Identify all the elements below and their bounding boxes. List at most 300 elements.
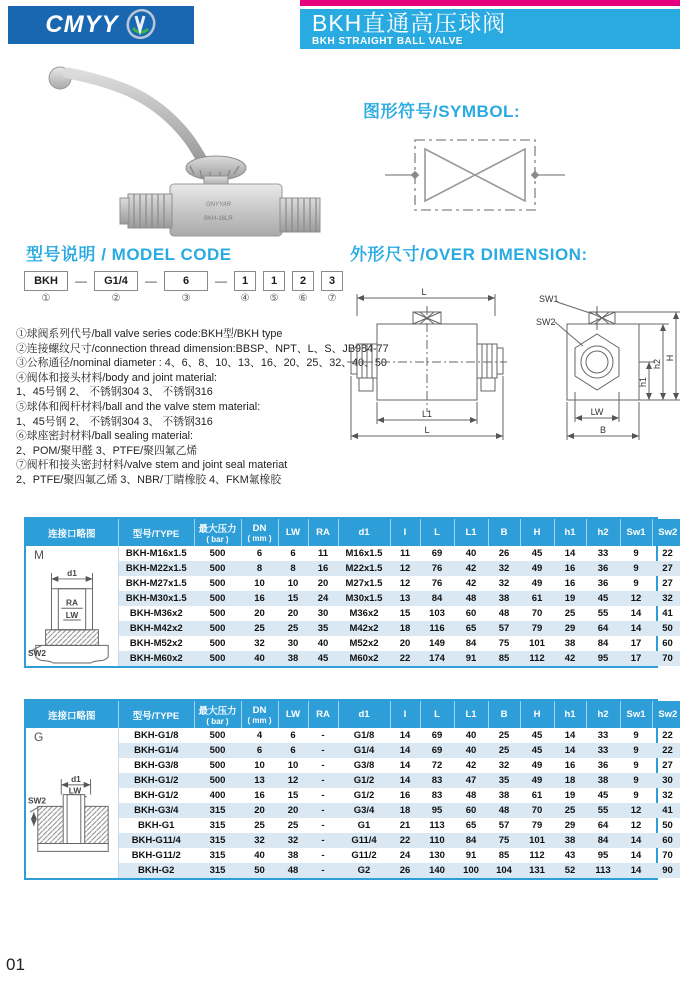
table-cell: 9 [633,730,639,741]
model-code-marker: ⑤ [269,293,279,304]
table-cell: 84 [454,833,488,848]
column-header: L [420,701,454,728]
table-cell: G1/2 [338,773,390,788]
port-g-label-d1: d1 [71,773,81,784]
table-cell: 91 [454,651,488,666]
table-row [26,833,680,848]
column-header: B [488,701,520,728]
table-cell: 12 [390,561,420,576]
table-cell: 21 [399,820,411,831]
table-cell: 18 [554,773,586,788]
model-code-marker: ⑥ [298,293,308,304]
table-cell: 30 [287,638,299,649]
table-cell: 33 [597,548,609,559]
table-cell: 35 [308,621,338,636]
column-header: L1 [454,519,488,546]
page-title: BKH直通高压球阀 [312,10,507,36]
table-cell: G3/4 [338,803,390,818]
table-cell: 11 [399,548,411,559]
table-cell: 16 [254,790,265,801]
table-cell: 48 [488,803,520,818]
table-cell: 65 [465,820,477,831]
table-cell: 22 [390,651,420,666]
table-cell: 500 [209,638,226,649]
column-header: H [520,701,554,728]
model-code-dash: — [145,274,157,288]
dimension-section-heading: 外形尺寸/OVER DIMENSION: [350,245,588,264]
table-cell: 40 [454,743,488,758]
table-cell: 85 [488,651,520,666]
table-cell: 47 [454,773,488,788]
table-cell: 104 [488,863,520,878]
table-row [26,728,680,743]
table-cell: 103 [429,608,445,619]
brand-logo [8,6,194,44]
model-code-item [94,271,138,304]
table-cell: 14 [554,743,586,758]
title-bar [300,9,680,49]
port-g-label-LW: LW [68,785,82,796]
table-cell: 55 [597,608,609,619]
table-cell: 16 [564,578,576,589]
table-cell: 20 [254,608,265,619]
table-cell: 16 [399,790,411,801]
table-cell: 20 [399,638,411,649]
table-cell: 22 [652,743,680,758]
table-cell: 9 [633,548,639,559]
table-cell: 49 [531,760,543,771]
table-cell: BKH-M22x1.5 [118,561,194,576]
table-cell: 12 [278,773,308,788]
table-cell: 14 [399,760,411,771]
table-cell: 45 [586,591,620,606]
table-cell: 38 [287,850,299,861]
note-line: ⑥球座密封材料/ball sealing material: [16,430,193,443]
table-cell: 42 [554,651,586,666]
table-cell: 49 [520,561,554,576]
spec-table-g-wrap [24,699,678,880]
table-cell: 14 [390,743,420,758]
model-code-item [292,271,314,304]
page-number: 01 [6,955,25,974]
column-header: RA [308,519,338,546]
table-cell: 4 [256,730,263,741]
table-cell: 6 [278,743,308,758]
table-cell: 25 [488,743,520,758]
table-row [26,788,680,803]
table-cell: G11/2 [351,850,377,861]
table-cell: 32 [241,833,278,848]
model-code-box: 1 [263,271,285,291]
table-cell: 29 [554,621,586,636]
table-cell: 18 [390,621,420,636]
table-row [26,546,680,561]
table-cell: 49 [520,773,554,788]
table-cell: 36 [597,760,609,771]
table-cell: 91 [465,850,477,861]
table-cell: 32 [498,578,510,589]
dim-label-SW1: SW1 [539,294,559,304]
port-m-label-LW: LW [65,610,79,621]
table-cell: 38 [498,790,510,801]
model-code-dash: — [75,274,87,288]
table-cell: BKH-M30x1.5 [118,591,194,606]
table-cell: 14 [620,621,652,636]
table-cell: 15 [399,608,411,619]
table-cell: 174 [420,651,454,666]
table-cell: 61 [531,790,543,801]
column-header: LW [278,701,308,728]
table-cell: - [321,790,325,801]
table-cell: 12 [399,578,411,589]
table-cell: 75 [488,833,520,848]
note-line: ⑦阀杆和接头密封材料/valve stem and joint seal materiat [16,459,288,472]
table-cell: 14 [399,730,411,741]
table-cell: 76 [420,561,454,576]
column-header: d1 [338,519,390,546]
dim-label-L-bottom: L [424,425,430,435]
column-header: Sw1 [620,701,652,728]
table-cell: 60 [652,833,680,848]
table-cell: 13 [241,773,278,788]
model-code-item [164,271,208,304]
table-cell: 112 [529,850,545,861]
table-cell: 16 [308,561,338,576]
table-cell: 14 [620,863,652,878]
note-line: ①球阀系列代号/ball valve series code:BKH型/BKH type [16,328,283,340]
table-cell: 22 [390,833,420,848]
table-cell: 315 [194,863,241,878]
table-cell: 52 [554,863,586,878]
table-cell: 25 [254,820,265,831]
column-header: B [488,519,520,546]
table-cell: 6 [290,730,296,741]
header-row [26,519,680,546]
note-line: 1、45号钢 2、 不锈钢304 3、 不锈钢316 [16,386,213,399]
table-cell: 60 [465,608,477,619]
table-cell: 9 [633,578,639,589]
table-cell: 24 [399,850,411,861]
table-cell: 90 [652,863,680,878]
table-cell: 41 [662,608,673,619]
table-cell: 26 [498,548,510,559]
table-cell: M42x2 [338,621,390,636]
page-title-block [300,0,680,49]
table-cell: 42 [454,561,488,576]
table-cell: 500 [194,621,241,636]
table-cell: 95 [586,651,620,666]
table-cell: 26 [390,863,420,878]
table-cell: 8 [278,561,308,576]
table-cell: 38 [554,833,586,848]
spec-table-g [26,701,680,878]
table-cell: BKH-M36x2 [129,608,183,619]
table-cell: 84 [586,833,620,848]
table-cell: 40 [254,850,265,861]
table-cell: 72 [431,760,443,771]
note-line: ⑤球体和阀杆材料/ball and the valve stem material: [16,400,261,413]
table-cell: 113 [429,820,445,831]
table-cell: 36 [586,561,620,576]
table-cell: BKH-M52x2 [129,638,183,649]
table-cell: 40 [317,638,329,649]
model-code-marker: ① [41,293,51,304]
table-cell: 130 [429,850,445,861]
table-cell: 35 [488,773,520,788]
symbol-section-heading: 图形符号/SYMBOL: [363,102,521,121]
table-cell: 100 [454,863,488,878]
table-cell: 6 [290,548,296,559]
column-header: I [390,519,420,546]
model-code-marker: ⑦ [327,293,337,304]
column-header: h2 [586,701,620,728]
table-cell: - [321,850,325,861]
table-cell: 79 [520,621,554,636]
table-cell: 14 [390,773,420,788]
port-m-label-SW2: SW2 [28,648,46,659]
table-cell: 69 [431,548,443,559]
table-cell: 12 [620,803,652,818]
table-cell: 84 [597,638,609,649]
table-cell: 13 [390,591,420,606]
table-cell: 48 [498,608,510,619]
table-cell: 42 [465,578,477,589]
table-cell: 45 [308,651,338,666]
table-row [26,651,680,666]
table-cell: 27 [652,561,680,576]
table-cell: 500 [194,651,241,666]
table-row [26,818,680,833]
model-code-marker: ③ [181,293,191,304]
column-header: 最大压力 ( bar ) [194,519,241,546]
table-row [26,606,680,621]
port-m-label-RA: RA [66,597,78,608]
table-cell: - [321,730,325,741]
table-cell: 25 [554,803,586,818]
table-cell: G11/4 [338,833,390,848]
dim-label-LW: LW [590,407,604,417]
table-cell: 45 [531,548,543,559]
column-header: 型号/TYPE [118,701,194,728]
table-cell: 64 [597,820,609,831]
table-cell: 10 [254,760,265,771]
table-cell: 85 [498,850,510,861]
table-cell: 38 [564,638,576,649]
table-cell: 69 [420,743,454,758]
table-cell: 61 [520,591,554,606]
table-cell: 70 [520,803,554,818]
table-cell: 45 [597,790,609,801]
table-cell: 14 [564,730,576,741]
table-cell: 38 [278,651,308,666]
table-cell: 30 [652,773,680,788]
port-g-label-SW2: SW2 [28,795,46,806]
table-cell: 43 [564,850,576,861]
table-row [26,576,680,591]
table-cell: 32 [662,790,673,801]
table-cell: 17 [620,651,652,666]
note-line: 2、POM/聚甲醛 3、PTFE/聚四氟乙烯 [16,444,198,457]
column-header: h2 [586,519,620,546]
table-row [26,848,680,863]
table-cell: 113 [586,863,620,878]
dimension-drawing [343,282,680,462]
table-cell: - [308,833,338,848]
model-code-box: 1 [234,271,256,291]
note-line: ②连接螺纹尺寸/connection thread dimension:BBSP、NPT、L、S、JB984-77 [16,342,389,355]
table-cell: 400 [209,790,226,801]
port-diagram-m [28,564,116,676]
port-sketch-cell [26,546,118,666]
table-cell: 20 [317,578,329,589]
table-cell: 45 [520,743,554,758]
model-code-item [263,271,285,304]
table-cell: 25 [287,820,299,831]
dim-label-h2: h2 [652,358,662,370]
table-cell: 33 [597,730,609,741]
table-cell: 25 [278,621,308,636]
column-header: DN ( mm ) [241,701,278,728]
table-cell: BKH-G3/8 [134,760,179,771]
table-cell: 60 [454,803,488,818]
table-cell: 25 [241,621,278,636]
model-code-row [24,271,350,304]
model-code-box: BKH [24,271,68,291]
table-cell: 40 [241,651,278,666]
model-code-box: 3 [321,271,343,291]
column-header: 连接口略图 [26,519,118,546]
table-cell: 116 [420,621,454,636]
table-cell: 49 [531,578,543,589]
table-cell: 83 [431,790,443,801]
table-cell: 40 [465,730,477,741]
table-cell: G1/2 [353,790,375,801]
table-cell: 48 [454,591,488,606]
dim-label-B: B [599,425,607,435]
table-cell: 45 [531,730,543,741]
table-cell: 10 [287,760,299,771]
table-cell: 500 [209,578,226,589]
table-cell: 55 [586,803,620,818]
table-cell: 57 [498,820,510,831]
column-header: H [520,519,554,546]
table-cell: 315 [194,803,241,818]
valve-photo [28,58,328,238]
table-cell: G3/8 [353,760,375,771]
table-cell: 36 [597,578,609,589]
table-cell: 22 [662,730,673,741]
table-cell: 33 [586,743,620,758]
table-cell: 38 [586,773,620,788]
port-series-label: G [34,730,44,744]
table-cell: 76 [431,578,443,589]
model-code-dash: — [215,274,227,288]
svg-text:BKH-16LR: BKH-16LR [204,216,233,222]
column-header: h1 [554,701,586,728]
model-code-item [234,271,256,304]
table-cell: 9 [620,743,652,758]
table-row [26,591,680,606]
table-cell: 19 [554,591,586,606]
table-cell: 17 [630,638,642,649]
table-cell: BKH-G11/4 [118,833,194,848]
svg-text:GNYYAR: GNYYAR [206,202,232,208]
brand-logo-text: CMYY [45,11,119,38]
valve-symbol-drawing [385,128,565,223]
table-cell: 70 [662,850,673,861]
column-header: L [420,519,454,546]
table-cell: BKH-G1 [138,820,175,831]
table-cell: 500 [209,548,226,559]
table-cell: 60 [662,638,673,649]
table-row [26,773,680,788]
table-cell: 27 [662,760,673,771]
spec-table-m [26,519,680,666]
table-cell: 95 [597,850,609,861]
table-cell: 110 [420,833,454,848]
table-cell: 95 [420,803,454,818]
table-cell: 9 [633,790,639,801]
table-cell: 10 [287,578,299,589]
table-cell: 18 [390,803,420,818]
model-code-heading: 型号说明 / MODEL CODE [26,245,232,264]
port-series-label: M [34,548,44,562]
table-cell: 315 [194,833,241,848]
table-cell: 38 [488,591,520,606]
table-cell: G2 [338,863,390,878]
table-cell: 500 [194,773,241,788]
table-cell: BKH-G1/8 [134,730,179,741]
column-header: I [390,701,420,728]
table-cell: 14 [620,833,652,848]
table-cell: - [308,863,338,878]
dim-label-h1: h1 [638,376,648,388]
table-cell: - [321,820,325,831]
table-cell: 14 [564,548,576,559]
table-cell: 500 [194,561,241,576]
table-cell: 101 [520,833,554,848]
column-header: RA [308,701,338,728]
table-cell: 48 [465,790,477,801]
table-cell: 149 [429,638,445,649]
table-row [26,743,680,758]
port-sketch-cell [26,728,118,878]
table-cell: 70 [652,651,680,666]
model-code-notes [16,327,389,488]
port-diagram-g [28,766,116,878]
dim-label-SW2: SW2 [536,317,556,327]
table-cell: 315 [209,820,226,831]
table-cell: 500 [209,608,226,619]
table-cell: G1 [357,820,371,831]
table-cell: BKH-G3/4 [118,803,194,818]
table-cell: BKH-G2 [118,863,194,878]
table-cell: - [321,760,325,771]
table-row [26,636,680,651]
table-cell: 27 [662,578,673,589]
table-row [26,803,680,818]
model-code-marker: ② [111,293,121,304]
table-row [26,758,680,773]
dim-label-L1: L1 [421,409,433,419]
column-header: h1 [554,519,586,546]
table-cell: 9 [620,773,652,788]
table-cell: M27x1.5 [345,578,383,589]
note-line: 2、PTFE/聚四氟乙烯 3、NBR/丁睛橡胶 4、FKM氟橡胶 [16,473,282,486]
table-cell: BKH-G1/4 [118,743,194,758]
table-cell: 41 [652,803,680,818]
table-cell: 101 [529,638,545,649]
